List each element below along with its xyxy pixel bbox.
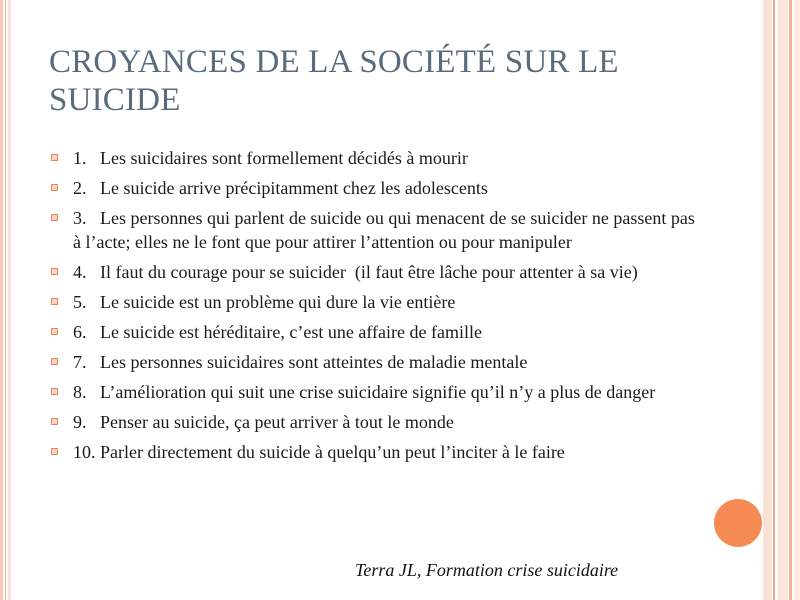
list-item bbox=[51, 206, 701, 254]
list-item bbox=[51, 146, 701, 170]
square-bullet-icon bbox=[51, 154, 58, 161]
right-stripe bbox=[763, 0, 772, 600]
square-bullet-icon bbox=[51, 328, 58, 335]
list-item-text: 4. Il faut du courage pour se suicider (il faut être lâche pour attenter à sa vie) bbox=[73, 262, 638, 282]
list-item bbox=[51, 260, 701, 284]
citation: Terra JL, Formation crise suicidaire bbox=[355, 560, 619, 580]
list-item bbox=[51, 176, 701, 200]
list-item-text: 7. Les personnes suicidaires sont atteintes de maladie mentale bbox=[73, 352, 528, 372]
list-item-text: 6. Le suicide est héréditaire, c’est une affaire de famille bbox=[73, 322, 482, 342]
list-item bbox=[51, 410, 701, 434]
right-stripe bbox=[794, 0, 800, 600]
list-item bbox=[51, 440, 701, 464]
left-stripe bbox=[5, 0, 6, 600]
list-item-text: 10. Parler directement du suicide à quelqu’un peut l’inciter à le faire bbox=[73, 442, 565, 462]
list-item-text: 9. Penser au suicide, ça peut arriver à tout le monde bbox=[73, 412, 454, 432]
list-item bbox=[51, 290, 701, 314]
slide-title: CROYANCES DE LA SOCIÉTÉ SUR LE SUICIDE bbox=[49, 44, 619, 118]
list-item-text: 5. Le suicide est un problème qui dure la vie entière bbox=[73, 292, 456, 312]
belief-list bbox=[51, 146, 701, 470]
list-item-text: 3. Les personnes qui parlent de suicide ou qui menacent de se suicider ne passent pas à l’acte; elles ne le font que pour attirer l’attention ou pour manipuler bbox=[73, 208, 695, 252]
list-item-text: 2. Le suicide arrive précipitamment chez les adolescents bbox=[73, 178, 488, 198]
square-bullet-icon bbox=[51, 358, 58, 365]
square-bullet-icon bbox=[51, 268, 58, 275]
square-bullet-icon bbox=[51, 184, 58, 191]
square-bullet-icon bbox=[51, 448, 58, 455]
left-stripe bbox=[0, 0, 3, 600]
square-bullet-icon bbox=[51, 388, 58, 395]
list-item bbox=[51, 350, 701, 374]
right-stripe bbox=[789, 0, 792, 600]
list-item-text: 1. Les suicidaires sont formellement décidés à mourir bbox=[73, 148, 468, 168]
list-item bbox=[51, 320, 701, 344]
left-stripe bbox=[8, 0, 11, 600]
right-stripe bbox=[773, 0, 775, 600]
list-item bbox=[51, 380, 701, 404]
square-bullet-icon bbox=[51, 418, 58, 425]
square-bullet-icon bbox=[51, 214, 58, 221]
accent-circle bbox=[714, 499, 762, 547]
square-bullet-icon bbox=[51, 298, 58, 305]
right-stripe bbox=[778, 0, 788, 600]
list-item-text: 8. L’amélioration qui suit une crise suicidaire signifie qu’il n’y a plus de danger bbox=[73, 382, 656, 402]
